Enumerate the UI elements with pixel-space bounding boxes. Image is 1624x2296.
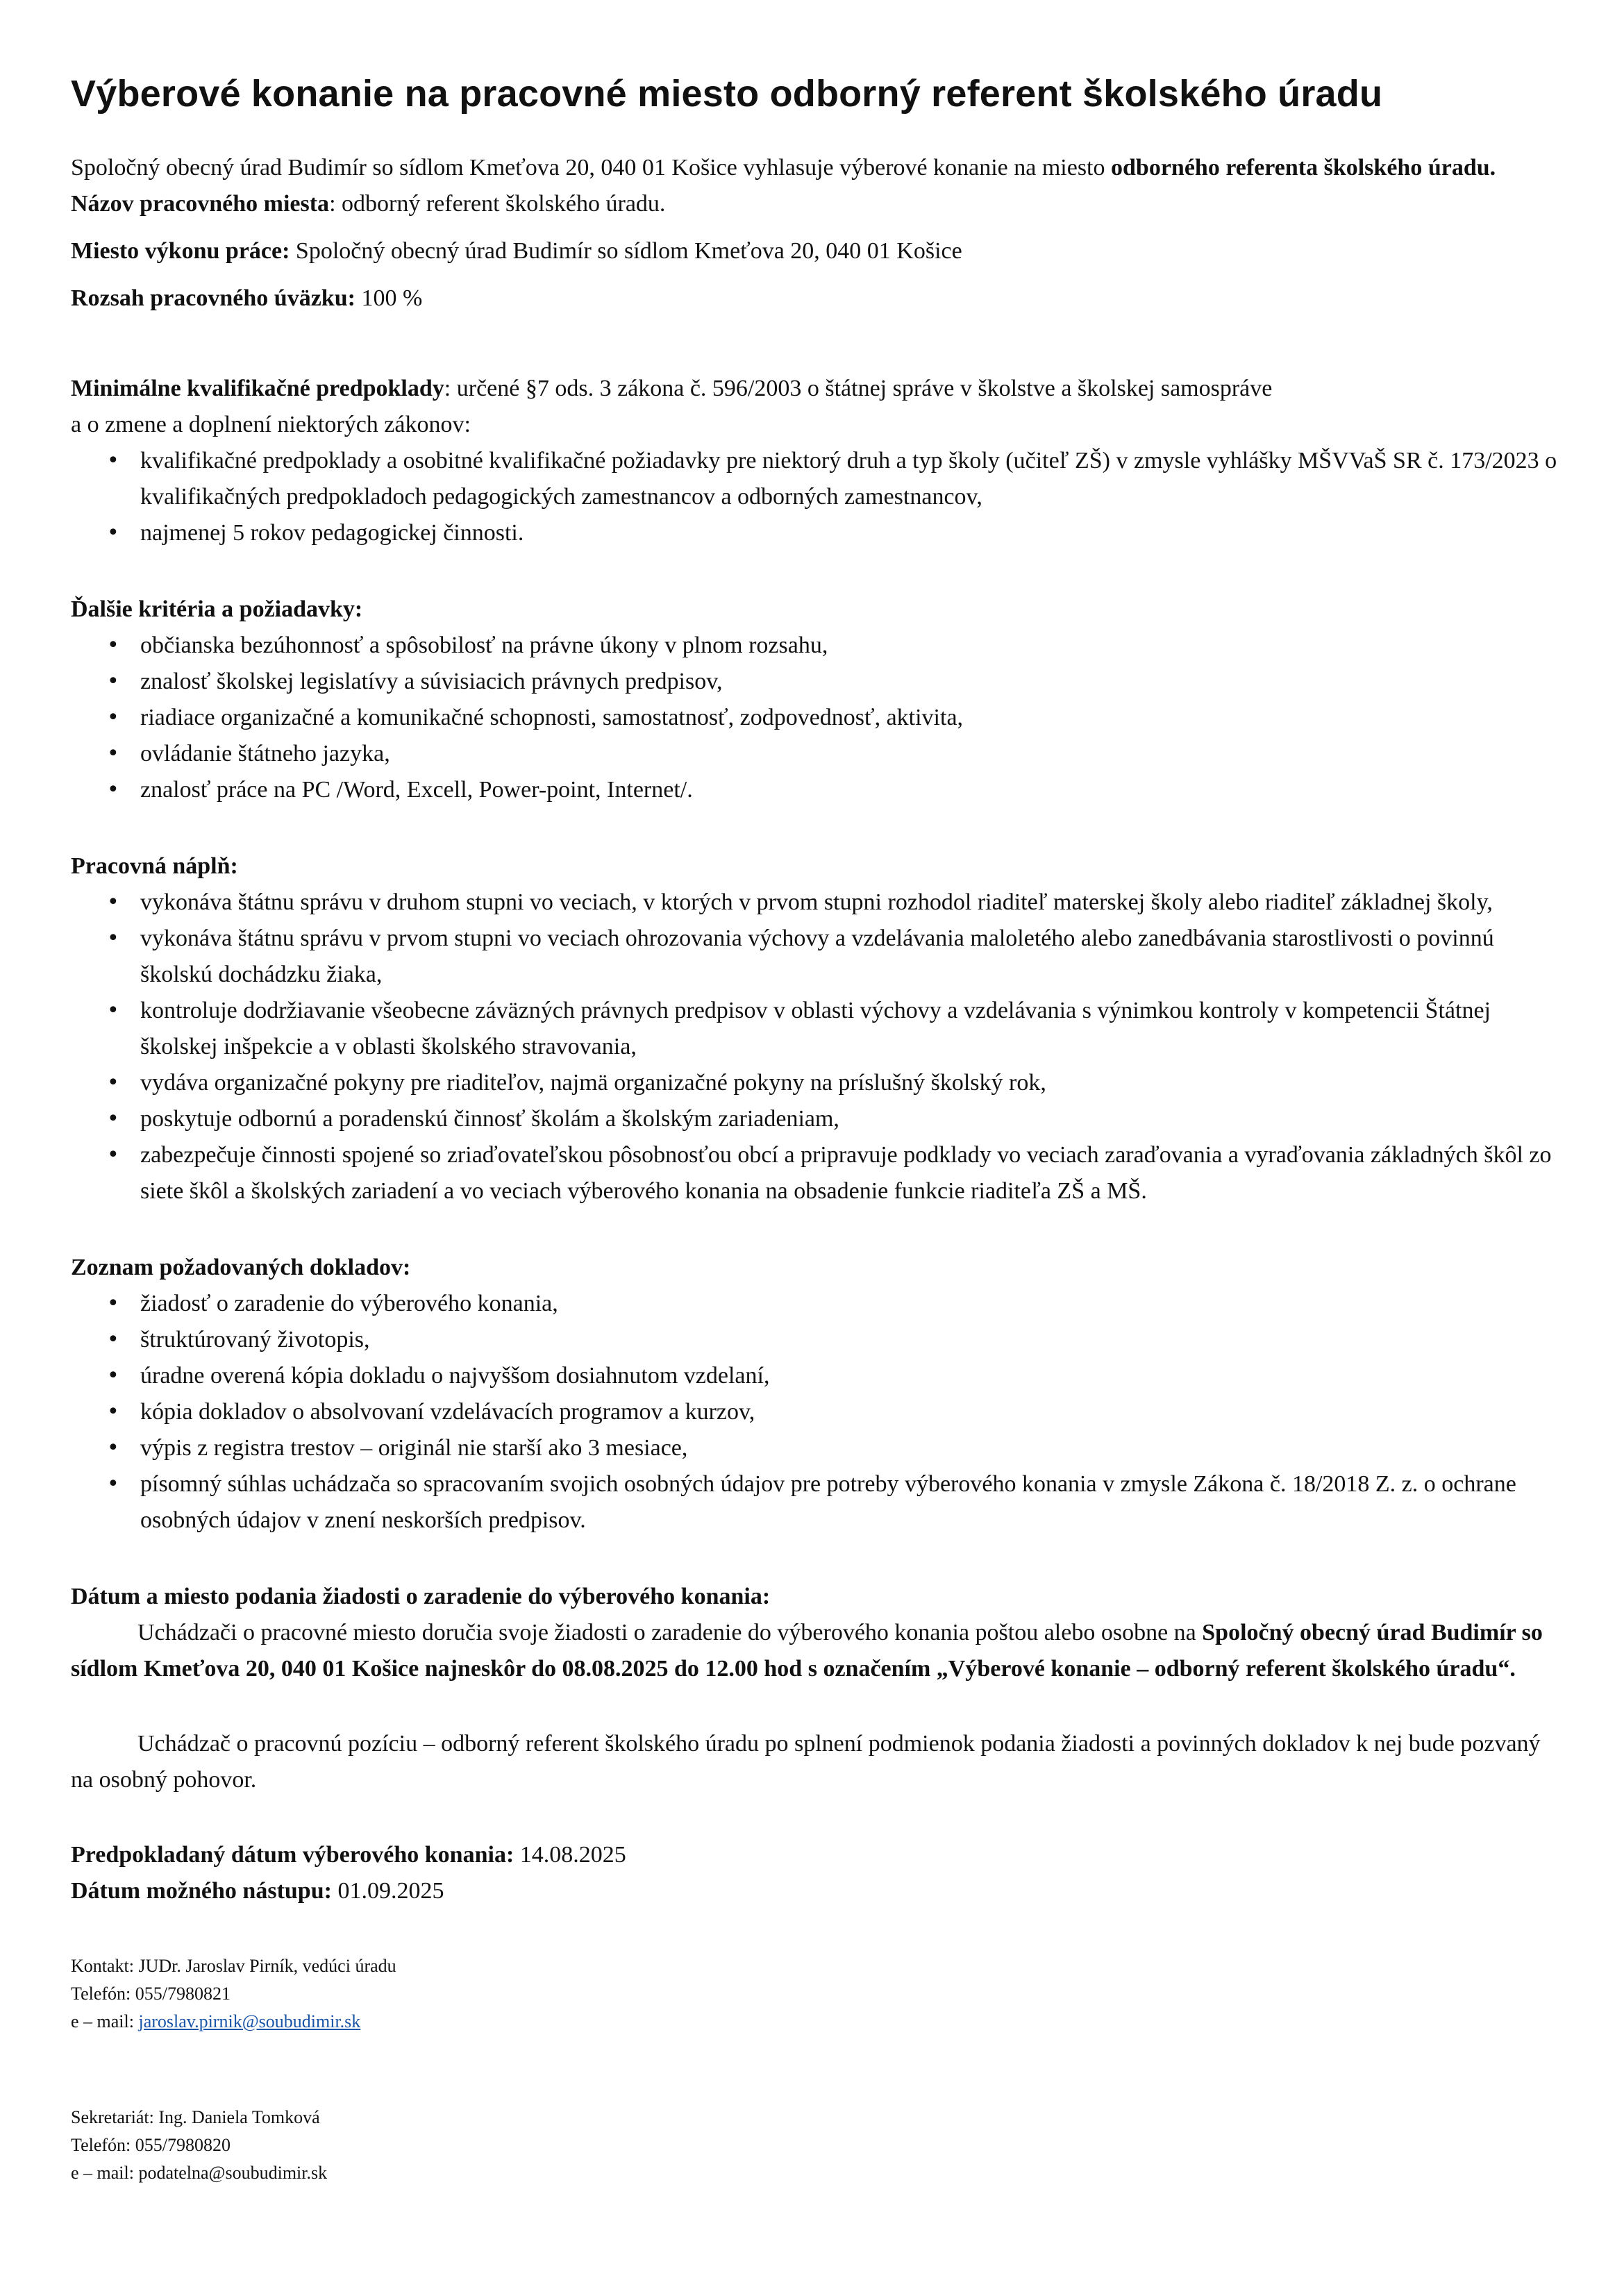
list-item: • žiadosť o zaradenie do výberového konania, [71, 1286, 1564, 1322]
qualifications-intro [71, 371, 1564, 407]
dates-section [71, 1837, 1564, 1909]
document-title: Výberové konanie na pracovné miesto odborný referent školského úradu [71, 73, 1383, 115]
secretariat-phone: Telefón: 055/7980820 [71, 2135, 231, 2155]
position-name-line [71, 186, 1564, 222]
list-item: • vykonáva štátnu správu v prvom stupni vo veciach ohrozovania výchovy a vzdelávania maloletého alebo zanedbávania starostlivosti o povinnú školskú dochádzku žiaka, [71, 921, 1564, 993]
list-item: • vykonáva štátnu správu v druhom stupni vo veciach, v ktorých v prvom stupni rozhodol riaditeľ materskej školy alebo riaditeľ základnej školy, [71, 885, 1564, 921]
secretariat-person: Sekretariát: Ing. Daniela Tomková [71, 2107, 320, 2127]
document-page [71, 69, 1564, 2187]
duties-section [71, 848, 1564, 1209]
list-item: • najmenej 5 rokov pedagogickej činnosti. [71, 515, 1564, 551]
selection-date-value: 14.08.2025 [514, 1842, 626, 1868]
list-item: • kontroluje dodržiavanie všeobecne záväzných právnych predpisov v oblasti výchovy a vzdelávania s výnimkou kontroly v kompetencii Štátnej školskej inšpekcie a v oblasti školského stravovania, [71, 993, 1564, 1065]
start-date-line [71, 1873, 1564, 1909]
list-item: • výpis z registra trestov – originál nie starší ako 3 mesiace, [71, 1430, 1564, 1466]
list-item: • vydáva organizačné pokyny pre riaditeľov, najmä organizačné pokyny na príslušný školský rok, [71, 1065, 1564, 1101]
work-place-line [71, 233, 1564, 269]
submission-text: Uchádzači o pracovné miesto doručia svoje žiadosti o zaradenie do výberového konania poštou alebo osobne na [137, 1620, 1203, 1645]
contact-email-line [71, 2008, 1564, 2036]
documents-heading: Zoznam požadovaných dokladov: [71, 1255, 411, 1280]
qualifications-text: : určené §7 ods. 3 zákona č. 596/2003 o štátnej správe v školstve a školskej samospráve [444, 376, 1273, 401]
submission-paragraph [71, 1615, 1564, 1687]
selection-date-label: Predpokladaný dátum výberového konania: [71, 1842, 514, 1868]
list-item: • znalosť práce na PC /Word, Excell, Power-point, Internet/. [71, 772, 1564, 808]
documents-section [71, 1250, 1564, 1539]
contact-phone: Telefón: 055/7980821 [71, 1984, 231, 2004]
criteria-section [71, 592, 1564, 808]
list-item: • ovládanie štátneho jazyka, [71, 736, 1564, 772]
position-name-label: Názov pracovného miesta [71, 191, 330, 217]
list-item: • riadiace organizačné a komunikačné schopnosti, samostatnosť, zodpovednosť, aktivita, [71, 700, 1564, 736]
contact-block [71, 1952, 1564, 2036]
qualifications-section [71, 371, 1564, 551]
contact-person: Kontakt: JUDr. Jaroslav Pirník, vedúci úradu [71, 1956, 396, 1976]
work-place-label: Miesto výkonu práce: [71, 238, 290, 264]
work-place-value: Spoločný obecný úrad Budimír so sídlom Kmeťova 20, 040 01 Košice [290, 238, 962, 264]
list-item: • kvalifikačné predpoklady a osobitné kvalifikačné požiadavky pre niektorý druh a typ školy (učiteľ ZŠ) v zmysle vyhlášky MŠVVaŠ SR č. 173/2023 o kvalifikačných predpokladoch pedagogických zamestnancov a odborných zamestnancov, [71, 443, 1564, 515]
list-item: • znalosť školskej legislatívy a súvisiacich právnych predpisov, [71, 664, 1564, 700]
criteria-list [71, 628, 1564, 808]
qualifications-label: Minimálne kvalifikačné predpoklady [71, 376, 444, 401]
documents-list [71, 1286, 1564, 1539]
qualifications-text2: a o zmene a doplnení niektorých zákonov: [71, 412, 471, 437]
contact-email-prefix: e – mail: [71, 2011, 139, 2031]
list-item: • písomný súhlas uchádzača so spracovaním svojich osobných údajov pre potreby výberového konania v zmysle Zákona č. 18/2018 Z. z. o ochrane osobných údajov v znení neskorších predpisov. [71, 1466, 1564, 1539]
list-item: • kópia dokladov o absolvovaní vzdelávacích programov a kurzov, [71, 1394, 1564, 1430]
selection-date-line [71, 1837, 1564, 1873]
contact-email-link[interactable]: jaroslav.pirnik@soubudimir.sk [138, 2011, 361, 2031]
intro-paragraph [71, 150, 1564, 186]
secretariat-block [71, 2104, 1564, 2187]
list-item: • zabezpečuje činnosti spojené so zriaďovateľskou pôsobnosťou obcí a pripravuje podklady vo veciach zaraďovania a vyraďovania základných škôl zo siete škôl a školských zariadení a vo veciach výberového konania na obsadenie funkcie riaditeľa ZŠ a MŠ. [71, 1137, 1564, 1209]
workload-line [71, 280, 1564, 317]
duties-heading: Pracovná náplň: [71, 853, 238, 879]
start-date-label: Dátum možného nástupu: [71, 1878, 332, 1904]
list-item: • poskytuje odbornú a poradenskú činnosť školám a školským zariadeniam, [71, 1101, 1564, 1137]
criteria-heading: Ďalšie kritéria a požiadavky: [71, 596, 363, 622]
workload-value: 100 % [355, 285, 423, 311]
duties-list [71, 885, 1564, 1209]
qualifications-list [71, 443, 1564, 551]
intro-bold: odborného referenta školského úradu. [1111, 155, 1496, 181]
list-item: • občianska bezúhonnosť a spôsobilosť na právne úkony v plnom rozsahu, [71, 628, 1564, 664]
list-item: • úradne overená kópia dokladu o najvyššom dosiahnutom vzdelaní, [71, 1358, 1564, 1394]
position-name-value: : odborný referent školského úradu. [329, 191, 666, 217]
intro-text: Spoločný obecný úrad Budimír so sídlom Kmeťova 20, 040 01 Košice vyhlasuje výberové konanie na miesto [71, 155, 1111, 181]
secretariat-email: e – mail: podatelna@soubudimir.sk [71, 2163, 328, 2183]
start-date-value: 01.09.2025 [331, 1878, 444, 1904]
interview-note: Uchádzač o pracovnú pozíciu – odborný referent školského úradu po splnení podmienok podania žiadosti a povinných dokladov k nej bude pozvaný na osobný pohovor. [71, 1731, 1541, 1793]
workload-label: Rozsah pracovného úväzku: [71, 285, 355, 311]
list-item: • štruktúrovaný životopis, [71, 1322, 1564, 1358]
submission-section [71, 1579, 1564, 1687]
submission-bold: Spoločný obecný úrad Budimír so sídlom Kmeťova 20, 040 01 Košice najneskôr do 08.08.2025 do 12.00 hod s označením „Výberové konanie – odborný referent školského úradu“. [71, 1620, 1543, 1682]
submission-heading: Dátum a miesto podania žiadosti o zaradenie do výberového konania: [71, 1584, 771, 1609]
